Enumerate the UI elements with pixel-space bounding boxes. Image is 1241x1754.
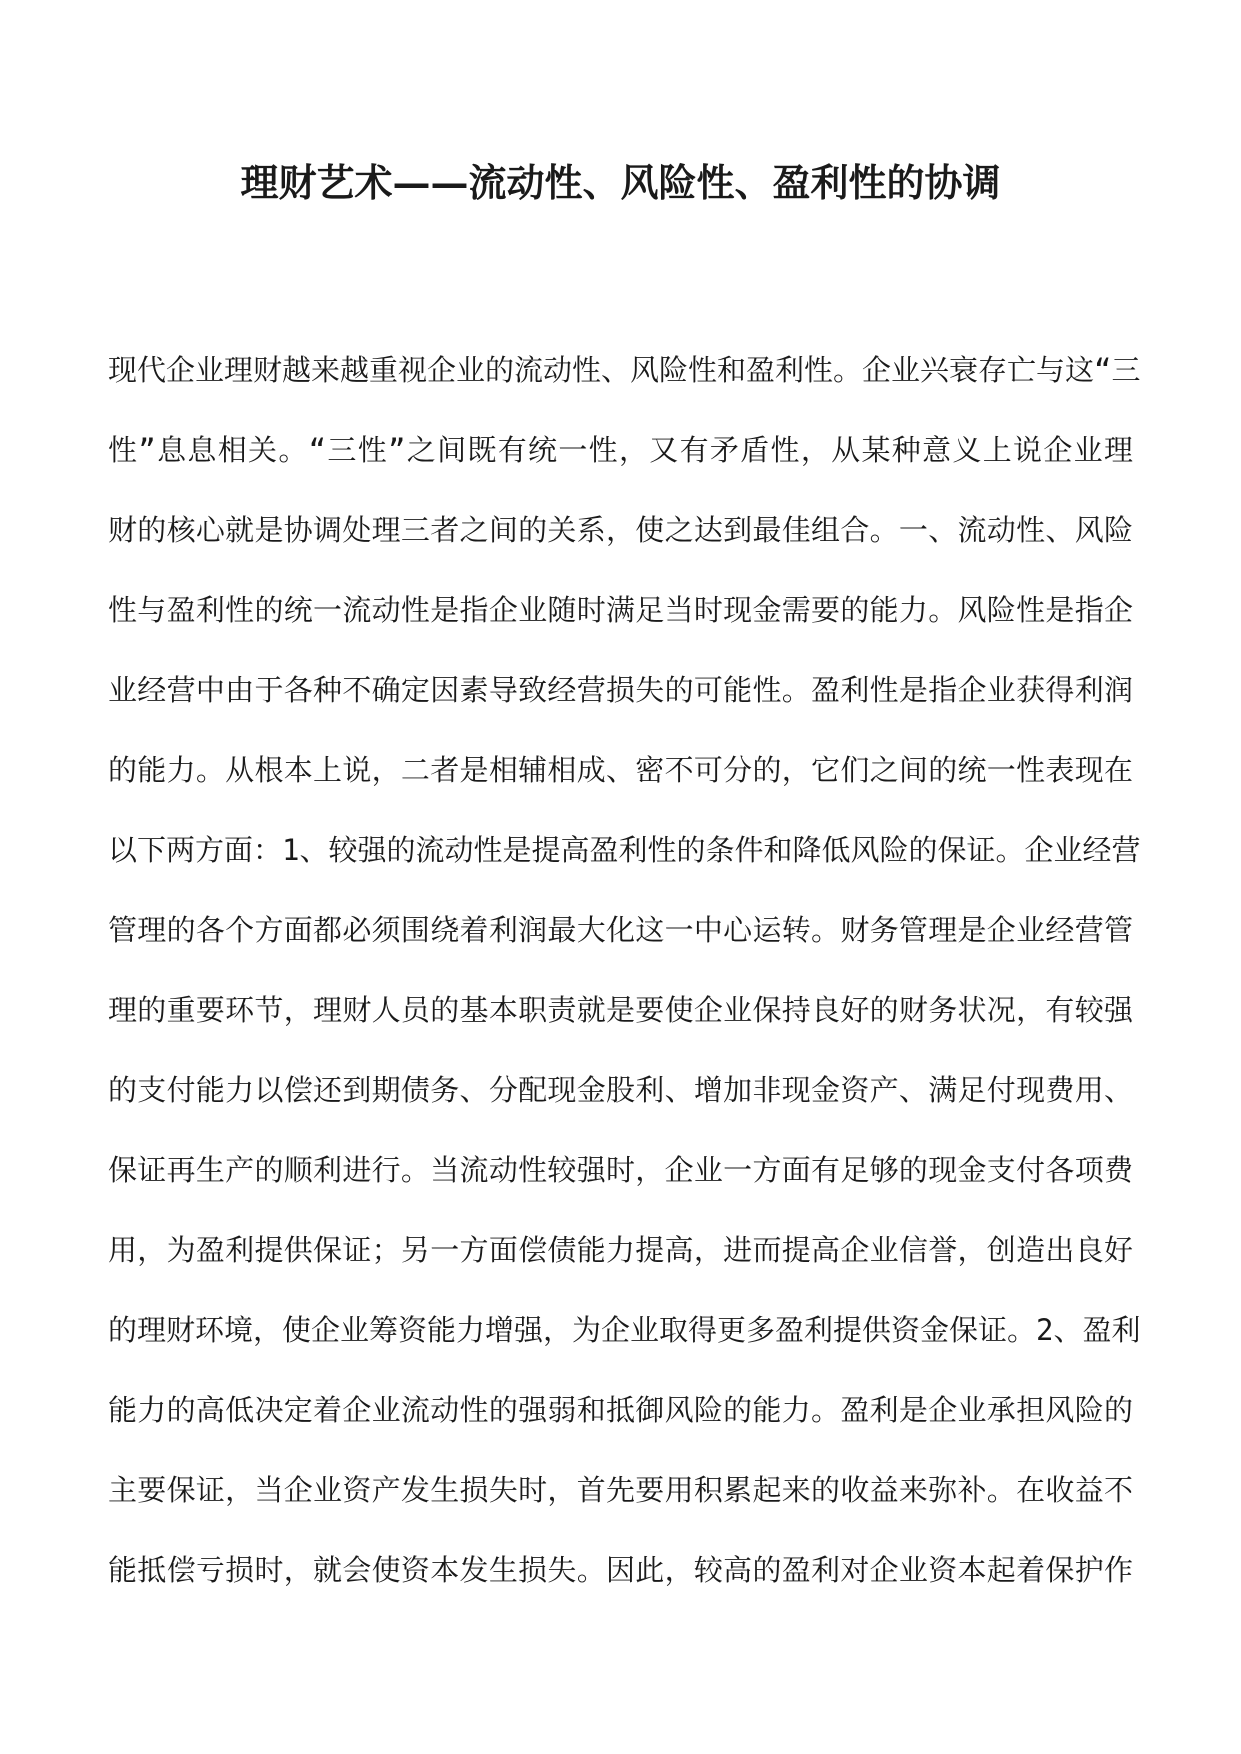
body-line: 性与盈利性的统一流动性是指企业随时满足当时现金需要的能力。风险性是指企 (108, 593, 1133, 627)
document-title: 理财艺术——流动性、风险性、盈利性的协调 (240, 160, 1001, 205)
body-line: 性”息息相关。“三性”之间既有统一性，又有矛盾性，从某种意义上说企业理 (108, 433, 1133, 467)
body-line: 的支付能力以偿还到期债务、分配现金股利、增加非现金资产、满足付现费用、 (108, 1073, 1133, 1107)
body-line: 主要保证，当企业资产发生损失时，首先要用积累起来的收益来弥补。在收益不 (108, 1473, 1133, 1507)
body-line: 理的重要环节，理财人员的基本职责就是要使企业保持良好的财务状况，有较强 (108, 993, 1133, 1027)
body-line: 能力的高低决定着企业流动性的强弱和抵御风险的能力。盈利是企业承担风险的 (108, 1393, 1133, 1427)
body-line: 财的核心就是协调处理三者之间的关系，使之达到最佳组合。一、流动性、风险 (108, 513, 1133, 547)
body-line: 保证再生产的顺利进行。当流动性较强时，企业一方面有足够的现金支付各项费 (108, 1153, 1133, 1187)
body-line: 管理的各个方面都必须围绕着利润最大化这一中心运转。财务管理是企业经营管 (108, 913, 1133, 947)
body-line: 的能力。从根本上说，二者是相辅相成、密不可分的，它们之间的统一性表现在 (108, 753, 1133, 787)
body-line: 业经营中由于各种不确定因素导致经营损失的可能性。盈利性是指企业获得利润 (108, 673, 1133, 707)
body-line: 以下两方面：1、较强的流动性是提高盈利性的条件和降低风险的保证。企业经营 (108, 833, 1141, 867)
body-line: 的理财环境，使企业筹资能力增强，为企业取得更多盈利提供资金保证。2、盈利 (108, 1313, 1141, 1347)
body-line: 能抵偿亏损时，就会使资本发生损失。因此，较高的盈利对企业资本起着保护作 (108, 1553, 1133, 1587)
body-line: 现代企业理财越来越重视企业的流动性、风险性和盈利性。企业兴衰存亡与这“三 (108, 353, 1141, 387)
body-line: 用，为盈利提供保证；另一方面偿债能力提高，进而提高企业信誉，创造出良好 (108, 1233, 1133, 1267)
document-body (108, 341, 1141, 1621)
